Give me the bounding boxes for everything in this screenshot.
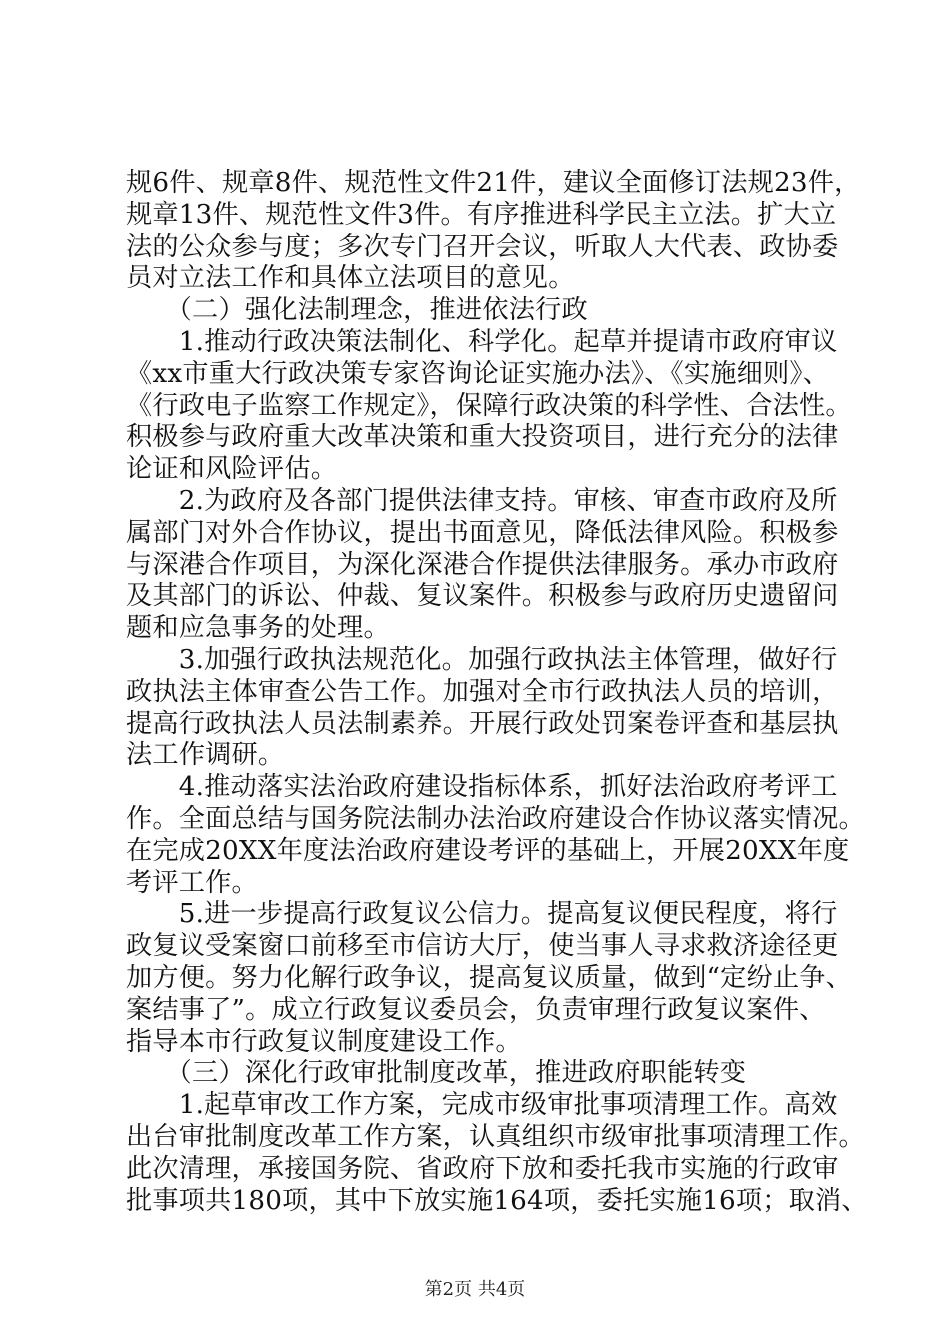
text-line: 题和应急事务的处理。 [126, 613, 390, 644]
text-line: 此次清理，承接国务院、省政府下放和委托我市实施的行政审 [126, 1153, 839, 1184]
text-line: 员对立法工作和具体立法项目的意见。 [126, 263, 575, 294]
text-line: 属部门对外合作协议，提出书面意见，降低法律风险。积极参 [126, 517, 839, 548]
text-line: 及其部门的诉讼、仲裁、复议案件。积极参与政府历史遗留问 [126, 581, 839, 612]
text-line: 政复议受案窗口前移至市信访大厅，使当事人寻求救济途径更 [126, 931, 839, 962]
text-line: 加方便。努力化解行政争议，提高复议质量，做到“定纷止争、 [126, 962, 853, 993]
text-line: 出台审批制度改革工作方案，认真组织市级审批事项清理工作。 [126, 1121, 865, 1152]
text-line: 积极参与政府重大改革决策和重大投资项目，进行充分的法律 [126, 422, 839, 453]
text-line: 作。全面总结与国务院法制办法治政府建设合作协议落实情况。 [126, 803, 865, 834]
text-line: 论证和风险评估。 [126, 454, 338, 485]
text-line: 案结事了”。成立行政复议委员会，负责审理行政复议案件、 [126, 994, 826, 1025]
text-line: 规章13件、规范性文件3件。有序推进科学民主立法。扩大立 [126, 199, 837, 230]
text-line: 《行政电子监察工作规定》，保障行政决策的科学性、合法性。 [126, 390, 852, 421]
text-line: 《xx市重大行政决策专家咨询论证实施办法》、《实施细则》、 [126, 358, 830, 389]
text-line: 提高行政执法人员法制素养。开展行政处罚案卷评查和基层执 [126, 708, 839, 739]
text-line: 考评工作。 [126, 867, 258, 898]
section-heading-3: （三）深化行政审批制度改革，推进政府职能转变 [126, 1058, 747, 1089]
text-line: 政执法主体审查公告工作。加强对全市行政执法人员的培训， [126, 676, 839, 707]
text-line: 法的公众参与度；多次专门召开会议，听取人大代表、政协委 [126, 231, 839, 262]
text-line: 1.起草审改工作方案，完成市级审批事项清理工作。高效 [126, 1090, 838, 1121]
text-line: 规6件、规章8件、规范性文件21件，建议全面修订法规23件， [126, 168, 861, 198]
text-line: 指导本市行政复议制度建设工作。 [126, 1026, 522, 1057]
text-line: 批事项共180项，其中下放实施164项，委托实施16项；取消、 [126, 1185, 868, 1216]
page-number-footer: 第2页 共4页 [424, 1279, 526, 1300]
text-line: 3.加强行政执法规范化。加强行政执法主体管理，做好行 [126, 644, 838, 675]
text-line: 5.进一步提高行政复议公信力。提高复议便民程度，将行 [126, 899, 838, 930]
section-heading-2: （二）强化法制理念，推进依法行政 [126, 295, 588, 326]
text-line: 4.推动落实法治政府建设指标体系，抓好法治政府考评工 [126, 772, 838, 803]
document-body [126, 168, 868, 1217]
text-line: 2.为政府及各部门提供法律支持。审核、审查市政府及所 [126, 485, 838, 516]
text-line: 在完成20XX年度法治政府建设考评的基础上，开展20XX年度 [126, 835, 850, 866]
text-line: 法工作调研。 [126, 740, 285, 771]
text-line: 与深港合作项目，为深化深港合作提供法律服务。承办市政府 [126, 549, 839, 580]
text-line: 1.推动行政决策法制化、科学化。起草并提请市政府审议 [126, 326, 838, 357]
